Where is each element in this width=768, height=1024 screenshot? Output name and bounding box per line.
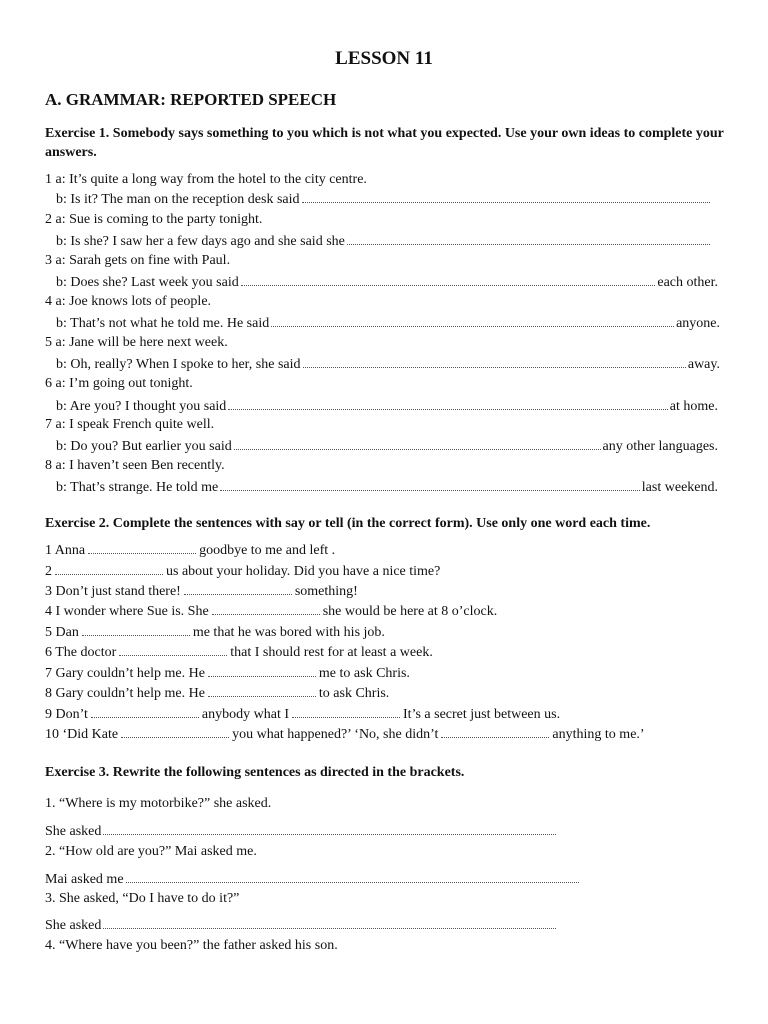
answer-blank[interactable] bbox=[292, 716, 400, 718]
ex2-item7-text: 7 Gary couldn’t help me. He bbox=[45, 666, 205, 681]
ex1-item7-b-text: b: Do you? But earlier you said bbox=[56, 439, 232, 454]
ex2-item2 bbox=[45, 563, 440, 581]
answer-blank[interactable] bbox=[126, 870, 579, 883]
ex1-item7-a: 7 a: I speak French quite well. bbox=[45, 417, 215, 432]
answer-blank[interactable] bbox=[208, 675, 316, 677]
answer-blank[interactable] bbox=[303, 355, 686, 368]
ex1-item1-a: 1 a: It’s quite a long way from the hotel to the city centre. bbox=[45, 172, 367, 187]
answer-blank[interactable] bbox=[271, 314, 674, 327]
ex2-item6 bbox=[45, 644, 433, 662]
ex3-item1-answer bbox=[45, 822, 558, 841]
ex2-item5 bbox=[45, 624, 385, 642]
answer-blank[interactable] bbox=[88, 552, 196, 554]
ex1-item7-end: any other languages. bbox=[602, 439, 718, 454]
answer-blank[interactable] bbox=[121, 736, 229, 738]
ex2-item8-text: 8 Gary couldn’t help me. He bbox=[45, 686, 205, 701]
answer-blank[interactable] bbox=[55, 573, 163, 575]
exercise3-heading: Exercise 3. Rewrite the following sentences as directed in the brackets. bbox=[45, 765, 465, 780]
ex1-item3-b-text: b: Does she? Last week you said bbox=[56, 275, 239, 290]
ex3-item3-question: 3. She asked, “Do I have to do it?” bbox=[45, 891, 240, 906]
ex1-item4-end: anyone. bbox=[676, 316, 720, 331]
answer-blank[interactable] bbox=[220, 478, 640, 491]
ex3-item1-start: She asked bbox=[45, 824, 102, 839]
ex2-item10 bbox=[45, 726, 645, 744]
answer-blank[interactable] bbox=[234, 437, 601, 450]
ex1-item5-b bbox=[56, 355, 720, 374]
ex1-item2-b bbox=[56, 232, 712, 251]
ex2-item6-text2: that I should rest for at least a week. bbox=[230, 645, 433, 660]
ex1-item6-b-text: b: Are you? I thought you said bbox=[56, 399, 227, 414]
ex2-item8-text2: to ask Chris. bbox=[318, 686, 390, 701]
ex2-item3-text: 3 Don’t just stand there! bbox=[45, 584, 181, 599]
ex1-item8-b bbox=[56, 478, 718, 497]
section-heading: A. GRAMMAR: REPORTED SPEECH bbox=[45, 90, 337, 109]
ex2-item1-text: 1 Anna bbox=[45, 543, 86, 558]
ex3-item3-start: She asked bbox=[45, 918, 102, 933]
ex1-item5-b-text: b: Oh, really? When I spoke to her, she said bbox=[56, 357, 301, 372]
ex2-item1 bbox=[45, 542, 335, 560]
answer-blank[interactable] bbox=[208, 695, 316, 697]
answer-blank[interactable] bbox=[91, 716, 199, 718]
answer-blank[interactable] bbox=[103, 822, 556, 835]
page-title: LESSON 11 bbox=[335, 48, 433, 69]
ex3-item2-answer bbox=[45, 870, 581, 889]
ex2-item6-text: 6 The doctor bbox=[45, 645, 117, 660]
ex3-item4-question: 4. “Where have you been?” the father asked his son. bbox=[45, 938, 338, 953]
answer-blank[interactable] bbox=[184, 593, 292, 595]
ex1-item7-b bbox=[56, 437, 718, 456]
ex2-item10-text2: you what happened?’ ‘No, she didn’t bbox=[232, 727, 439, 742]
answer-blank[interactable] bbox=[302, 190, 710, 203]
ex2-item8 bbox=[45, 685, 389, 703]
ex1-item6-end: at home. bbox=[669, 399, 718, 414]
ex1-item5-end: away. bbox=[687, 357, 720, 372]
ex2-item2-text: 2 bbox=[45, 564, 52, 579]
ex3-item1-question: 1. “Where is my motorbike?” she asked. bbox=[45, 796, 272, 811]
answer-blank[interactable] bbox=[228, 397, 667, 410]
ex3-item2-start: Mai asked me bbox=[45, 872, 124, 887]
ex1-item1-b-text: b: Is it? The man on the reception desk said bbox=[56, 192, 300, 207]
ex2-item9-text3: It’s a secret just between us. bbox=[403, 707, 561, 722]
ex1-item8-end: last weekend. bbox=[641, 480, 718, 495]
ex1-item3-b bbox=[56, 273, 718, 292]
ex2-item4 bbox=[45, 603, 497, 621]
ex2-item4-text: 4 I wonder where Sue is. She bbox=[45, 604, 209, 619]
answer-blank[interactable] bbox=[119, 654, 227, 656]
ex3-item3-answer bbox=[45, 916, 558, 935]
ex3-item2-question: 2. “How old are you?” Mai asked me. bbox=[45, 844, 257, 859]
ex1-item2-a: 2 a: Sue is coming to the party tonight. bbox=[45, 212, 263, 227]
ex2-item4-text2: she would be here at 8 o’clock. bbox=[322, 604, 498, 619]
exercise1-heading: Exercise 1. Somebody says something to you which is not what you expected. Use your own ideas to complete your answers. bbox=[45, 126, 724, 160]
answer-blank[interactable] bbox=[103, 916, 556, 929]
ex1-item3-end: each other. bbox=[657, 275, 718, 290]
ex2-item7-text2: me to ask Chris. bbox=[318, 666, 410, 681]
ex1-item8-a: 8 a: I haven’t seen Ben recently. bbox=[45, 458, 225, 473]
ex1-item4-b-text: b: That’s not what he told me. He said bbox=[56, 316, 270, 331]
ex2-item1-text2: goodbye to me and left . bbox=[199, 543, 336, 558]
ex2-item7 bbox=[45, 665, 410, 683]
ex1-item8-b-text: b: That’s strange. He told me bbox=[56, 480, 219, 495]
ex2-item9-text: 9 Don’t bbox=[45, 707, 88, 722]
ex1-item5-a: 5 a: Jane will be here next week. bbox=[45, 335, 228, 350]
ex2-item2-text2: us about your holiday. Did you have a nice time? bbox=[166, 564, 441, 579]
ex1-item6-b bbox=[56, 397, 718, 416]
ex1-item4-b bbox=[56, 314, 720, 333]
ex1-item3-a: 3 a: Sarah gets on fine with Paul. bbox=[45, 253, 231, 268]
ex1-item1-b bbox=[56, 190, 712, 209]
ex2-item5-text: 5 Dan bbox=[45, 625, 79, 640]
ex2-item5-text2: me that he was bored with his job. bbox=[192, 625, 385, 640]
ex2-item3 bbox=[45, 583, 358, 601]
answer-blank[interactable] bbox=[441, 736, 549, 738]
answer-blank[interactable] bbox=[347, 232, 710, 245]
ex2-item3-text2: something! bbox=[294, 584, 358, 599]
ex2-item10-text: 10 ‘Did Kate bbox=[45, 727, 119, 742]
ex1-item6-a: 6 a: I’m going out tonight. bbox=[45, 376, 193, 391]
ex2-item10-text3: anything to me.’ bbox=[552, 727, 645, 742]
answer-blank[interactable] bbox=[82, 634, 190, 636]
ex1-item4-a: 4 a: Joe knows lots of people. bbox=[45, 294, 212, 309]
exercise2-heading: Exercise 2. Complete the sentences with say or tell (in the correct form). Use only one word each time. bbox=[45, 516, 651, 531]
ex1-item2-b-text: b: Is she? I saw her a few days ago and she said she bbox=[56, 234, 345, 249]
ex2-item9-text2: anybody what I bbox=[201, 707, 290, 722]
answer-blank[interactable] bbox=[212, 613, 320, 615]
answer-blank[interactable] bbox=[241, 273, 656, 286]
ex2-item9 bbox=[45, 706, 560, 724]
